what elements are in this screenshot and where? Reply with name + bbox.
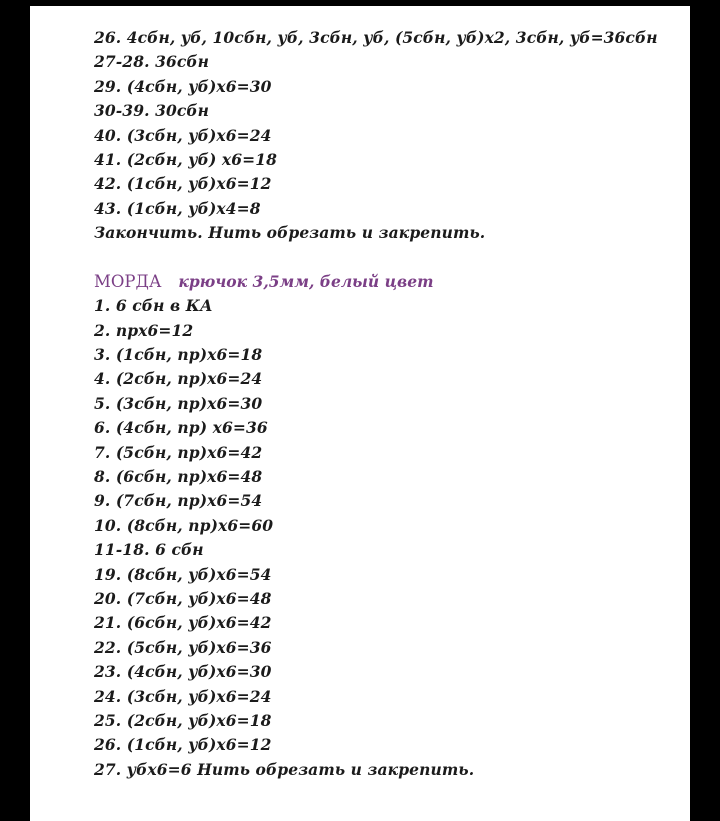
section-title: МОРДА [94,271,162,291]
section-gap [94,246,690,270]
instruction-line: 3. (1сбн, пр)х6=18 [94,345,263,365]
instruction-line: 4. (2сбн, пр)х6=24 [94,369,263,389]
part1-section [94,26,690,246]
instruction-line: 26. 4сбн, уб, 10сбн, уб, 3сбн, уб, (5сбн, уб)х2, 3сбн, уб=36сбн [94,28,658,47]
morda-section [94,270,690,782]
instruction-line: 7. (5сбн, пр)х6=42 [94,442,263,462]
instruction-line: 40. (3сбн, уб)х6=24 [94,125,272,145]
instruction-line: 9. (7сбн, пр)х6=54 [94,491,263,511]
document-page [30,6,690,821]
instruction-line: 5. (3сбн, пр)х6=30 [94,393,263,413]
instruction-line: 29. (4сбн, уб)х6=30 [94,76,272,96]
instruction-line: 25. (2сбн, уб)х6=18 [94,710,272,730]
instruction-line: 30-39. 30сбн [94,101,210,121]
instruction-line: 8. (6сбн, пр)х6=48 [94,467,263,487]
instruction-line: 22. (5сбн, уб)х6=36 [94,637,272,657]
instruction-line: 43. (1сбн, уб)х4=8 [94,198,261,218]
instruction-line: 26. (1сбн, уб)х6=12 [94,735,272,755]
instruction-line: 20. (7сбн, уб)х6=48 [94,588,272,608]
instruction-line: 11-18. 6 сбн [94,540,204,560]
instruction-line: 27-28. 36сбн [94,52,210,72]
instruction-line: 2. прх6=12 [94,320,194,340]
instruction-line: 24. (3сбн, уб)х6=24 [94,686,272,706]
instruction-line: 6. (4сбн, пр) х6=36 [94,418,268,438]
section-subtitle: крючок 3,5мм, белый цвет [178,271,434,291]
instruction-line: 10. (8сбн, пр)х6=60 [94,515,274,535]
instruction-line: 1. 6 сбн в КА [94,296,213,316]
finish-instruction: 27. убх6=6 Нить обрезать и закрепить. [94,759,475,779]
instruction-line: 41. (2сбн, уб) х6=18 [94,149,277,169]
instruction-line: 23. (4сбн, уб)х6=30 [94,662,272,682]
instruction-line: 21. (6сбн, уб)х6=42 [94,613,272,633]
morda-heading [94,270,690,294]
instruction-line: 42. (1сбн, уб)х6=12 [94,174,272,194]
instruction-line: 19. (8сбн, уб)х6=54 [94,564,272,584]
finish-instruction: Закончить. Нить обрезать и закрепить. [94,223,486,243]
